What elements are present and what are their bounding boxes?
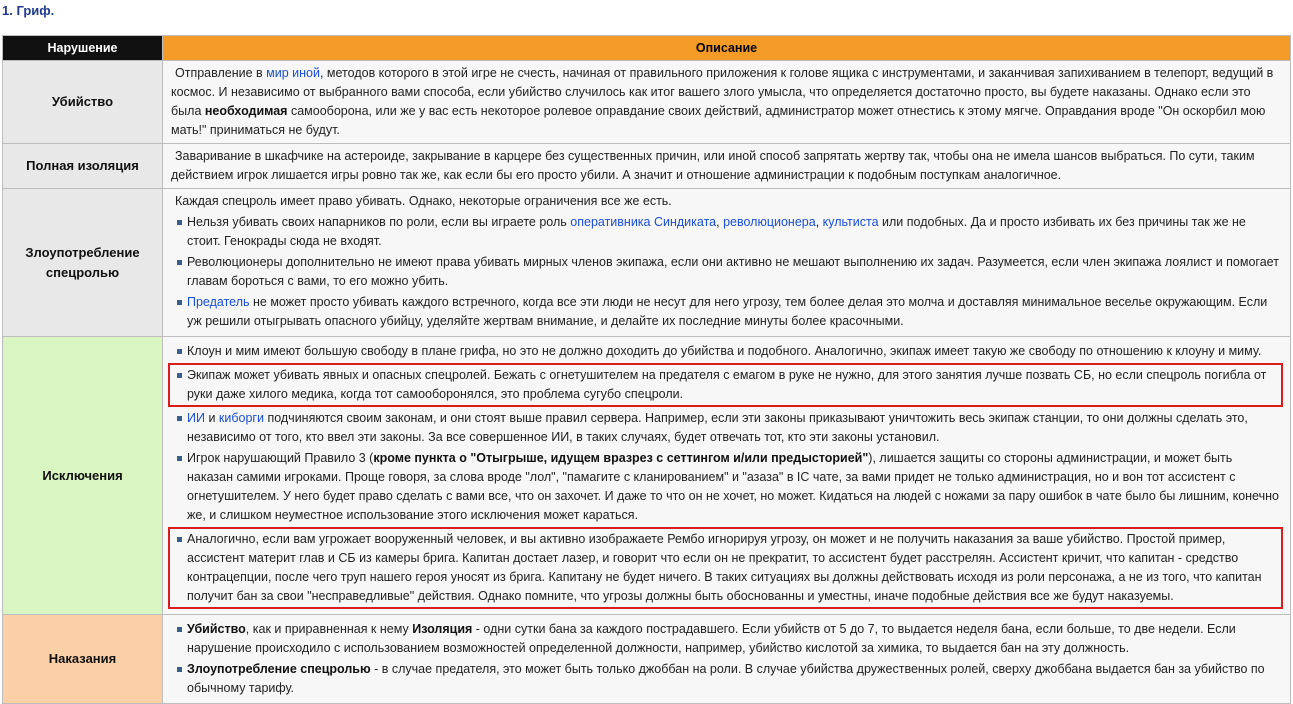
list-item: Клоун и мим имеют большую свободу в плане грифа, но это не должно доходить до убийства и подобного. Аналогично, экипаж имеет такую же свободу по отношению к клоуну и миму.: [171, 342, 1280, 361]
header-violation: Нарушение: [3, 36, 163, 61]
text: - в случае предателя, это может быть только джоббан на роли. В случае убийства дружественных ролей, сверху джоббана выдается бан за убийство по обычному тарифу.: [187, 662, 1265, 695]
header-description: Описание: [163, 36, 1291, 61]
table-row-antag-abuse: [3, 189, 1291, 337]
highlighted-list-item: Аналогично, если вам угрожает вооруженный человек, и вы активно изображаете Рембо игнорируя угрозу, он может и не получить наказания за ваше убийство. Простой пример, ассистент материт глав и СБ из камеры брига. Капитан достает лазер, и говорит что если он не прекратит, то ассистент будет расстрелян. Ассистент кричит, что капитан - средство контрацепции, после чего труп нашего героя уносят из брига. Капитану не будет ничего. В таких ситуациях вы должны действовать исходя из роли персонажа, а не из того, что капитан получит бан за свои "несправедливые" действия. Однако помните, что угрозы должны быть обоснованны и уместны, иначе подобные действия все же будут наказуемы.: [171, 530, 1280, 606]
text: Заваривание в шкафчике на астероиде, закрывание в карцере без существенных причин, или иной способ запрятать жертву так, чтобы она не имела шансов выбраться. По сути, таким действием игрок лишается игры ровно так же, как если бы его просто убили. А значит и отношение администрации к подобным поступкам аналогичное.: [171, 149, 1255, 182]
text: самооборона, или же у вас есть некоторое ролевое оправдание своих действий, администратор может отнестись к этому мягче. Оправдания вроде "Он оскорбил мою мать!" приниматься не будут.: [171, 104, 1266, 137]
row-description: [163, 144, 1291, 189]
bold-text: необходимая: [204, 104, 288, 118]
bold-text: Злоупотребление спецролью: [187, 662, 371, 676]
row-name: Полная изоляция: [3, 144, 163, 189]
bold-text: Убийство: [187, 622, 246, 636]
table-row-punishments: [3, 615, 1291, 704]
text: , как и приравненная к нему: [245, 622, 413, 636]
row-description: [163, 615, 1291, 704]
text: и: [204, 411, 219, 425]
rules-table: [2, 35, 1291, 704]
link-other-world[interactable]: мир иной: [266, 66, 320, 80]
list-item: [171, 660, 1280, 698]
text: - одни сутки бана за каждого пострадавшего. Если убийств от 5 до 7, то выдается неделя бана, если больше, то две недели. Если нарушение происходило с использованием возможностей определенной должности, например, убийство кислотой за химика, то выдается бан на эту должность.: [187, 622, 1236, 655]
row-name: Злоупотребление спецролью: [3, 189, 163, 337]
text: или подобных. Да и просто избивать их без причины так же не стоит. Генокрады сюда не входят.: [187, 215, 1246, 248]
text: ), лишается защиты со стороны администрации, и может быть наказан самими игроками. Проще говоря, за слова вроде "лол", "памагите с кланированием" и "азаза" в IC чате, за вами придет не только администрация, но и вон тот ассистент с огнетушителем. У него будет право сделать с вами все, что он захочет. И даже то что он не хочет, но может. Кидаться на людей с ножами за пару ошибок в чате было бы лишним, конечно же, и слишком неуместное использование этого исключения может караться.: [187, 451, 1279, 522]
list-item: Революционеры дополнительно не имеют права убивать мирных членов экипажа, если они активно не мешают выполнению их задач. Разумеется, если член экипажа лоялист и помогает главам бороться с вами, то его можно убить.: [171, 253, 1280, 291]
highlighted-list-item: Экипаж может убивать явных и опасных спецролей. Бежать с огнетушителем на предателя с емагом в руке не нужно, для этого занятия лучше позвать СБ, но если спецроль погибла от руки даже хилого медика, когда тот самооборонялся, это проблема сугубо спецроли.: [171, 366, 1280, 404]
table-row-isolation: [3, 144, 1291, 189]
row-name: Исключения: [3, 337, 163, 615]
list-item: [171, 293, 1280, 331]
link-syndicate-operative[interactable]: оперативника Синдиката: [570, 215, 717, 229]
text: , методов которого в этой игре не счесть, начиная от правильного приложения к голове ящика с инструментами, и заканчивая запихиванием в телепорт, ведущий в космос. И независимо от выбранного вами способа, если убийство случилось как итог вашего злого умысла, что определяется достаточно просто, вы будете наказаны. Однако если это была: [171, 66, 1274, 118]
bullet-list: [171, 342, 1280, 606]
list-item: [171, 409, 1280, 447]
text: ,: [815, 215, 823, 229]
bold-text: Изоляция: [412, 622, 473, 636]
text: не может просто убивать каждого встречного, когда все эти люди не несут для него угрозу, тем более делая это молча и доставляя минимальное веселье окружающим. Если уж решили отыгрывать опасного убийцу, уделяйте жертвам внимание, и делайте их последние минуты более красочными.: [187, 295, 1268, 328]
bullet-list: [171, 213, 1280, 331]
row-description: [163, 337, 1291, 615]
section-heading: 1. Гриф.: [2, 3, 55, 18]
bold-text: кроме пункта о "Отыгрыше, идущем вразрез с сеттингом и/или предысторией": [373, 451, 869, 465]
link-ai[interactable]: ИИ: [187, 411, 205, 425]
row-description: [163, 189, 1291, 337]
text: Игрок нарушающий Правило 3 (: [187, 451, 374, 465]
link-revolutionary[interactable]: революционера: [723, 215, 816, 229]
link-cyborgs[interactable]: киборги: [218, 411, 264, 425]
text: подчиняются своим законам, и они стоят выше правил сервера. Например, если эти законы приказывают уничтожить весь экипаж станции, то они должны сделать это, независимо от того, кто ввел эти законы. За все совершенное ИИ, в таких случаях, будет отвечать тот, кто эти законы установил.: [187, 411, 1248, 444]
row-name: Наказания: [3, 615, 163, 704]
text: Нельзя убивать своих напарников по роли, если вы играете роль: [187, 215, 571, 229]
list-item: [171, 449, 1280, 525]
bullet-list: [171, 620, 1280, 698]
table-row-exceptions: [3, 337, 1291, 615]
table-row-murder: [3, 61, 1291, 144]
text: Каждая спецроль имеет право убивать. Однако, некоторые ограничения все же есть.: [175, 194, 672, 208]
row-name: Убийство: [3, 61, 163, 144]
table-header-row: [3, 36, 1291, 61]
row-description: [163, 61, 1291, 144]
link-traitor[interactable]: Предатель: [187, 295, 250, 309]
link-cultist[interactable]: культиста: [822, 215, 879, 229]
text: ,: [716, 215, 724, 229]
text: Отправление в: [175, 66, 267, 80]
list-item: [171, 620, 1280, 658]
list-item: [171, 213, 1280, 251]
